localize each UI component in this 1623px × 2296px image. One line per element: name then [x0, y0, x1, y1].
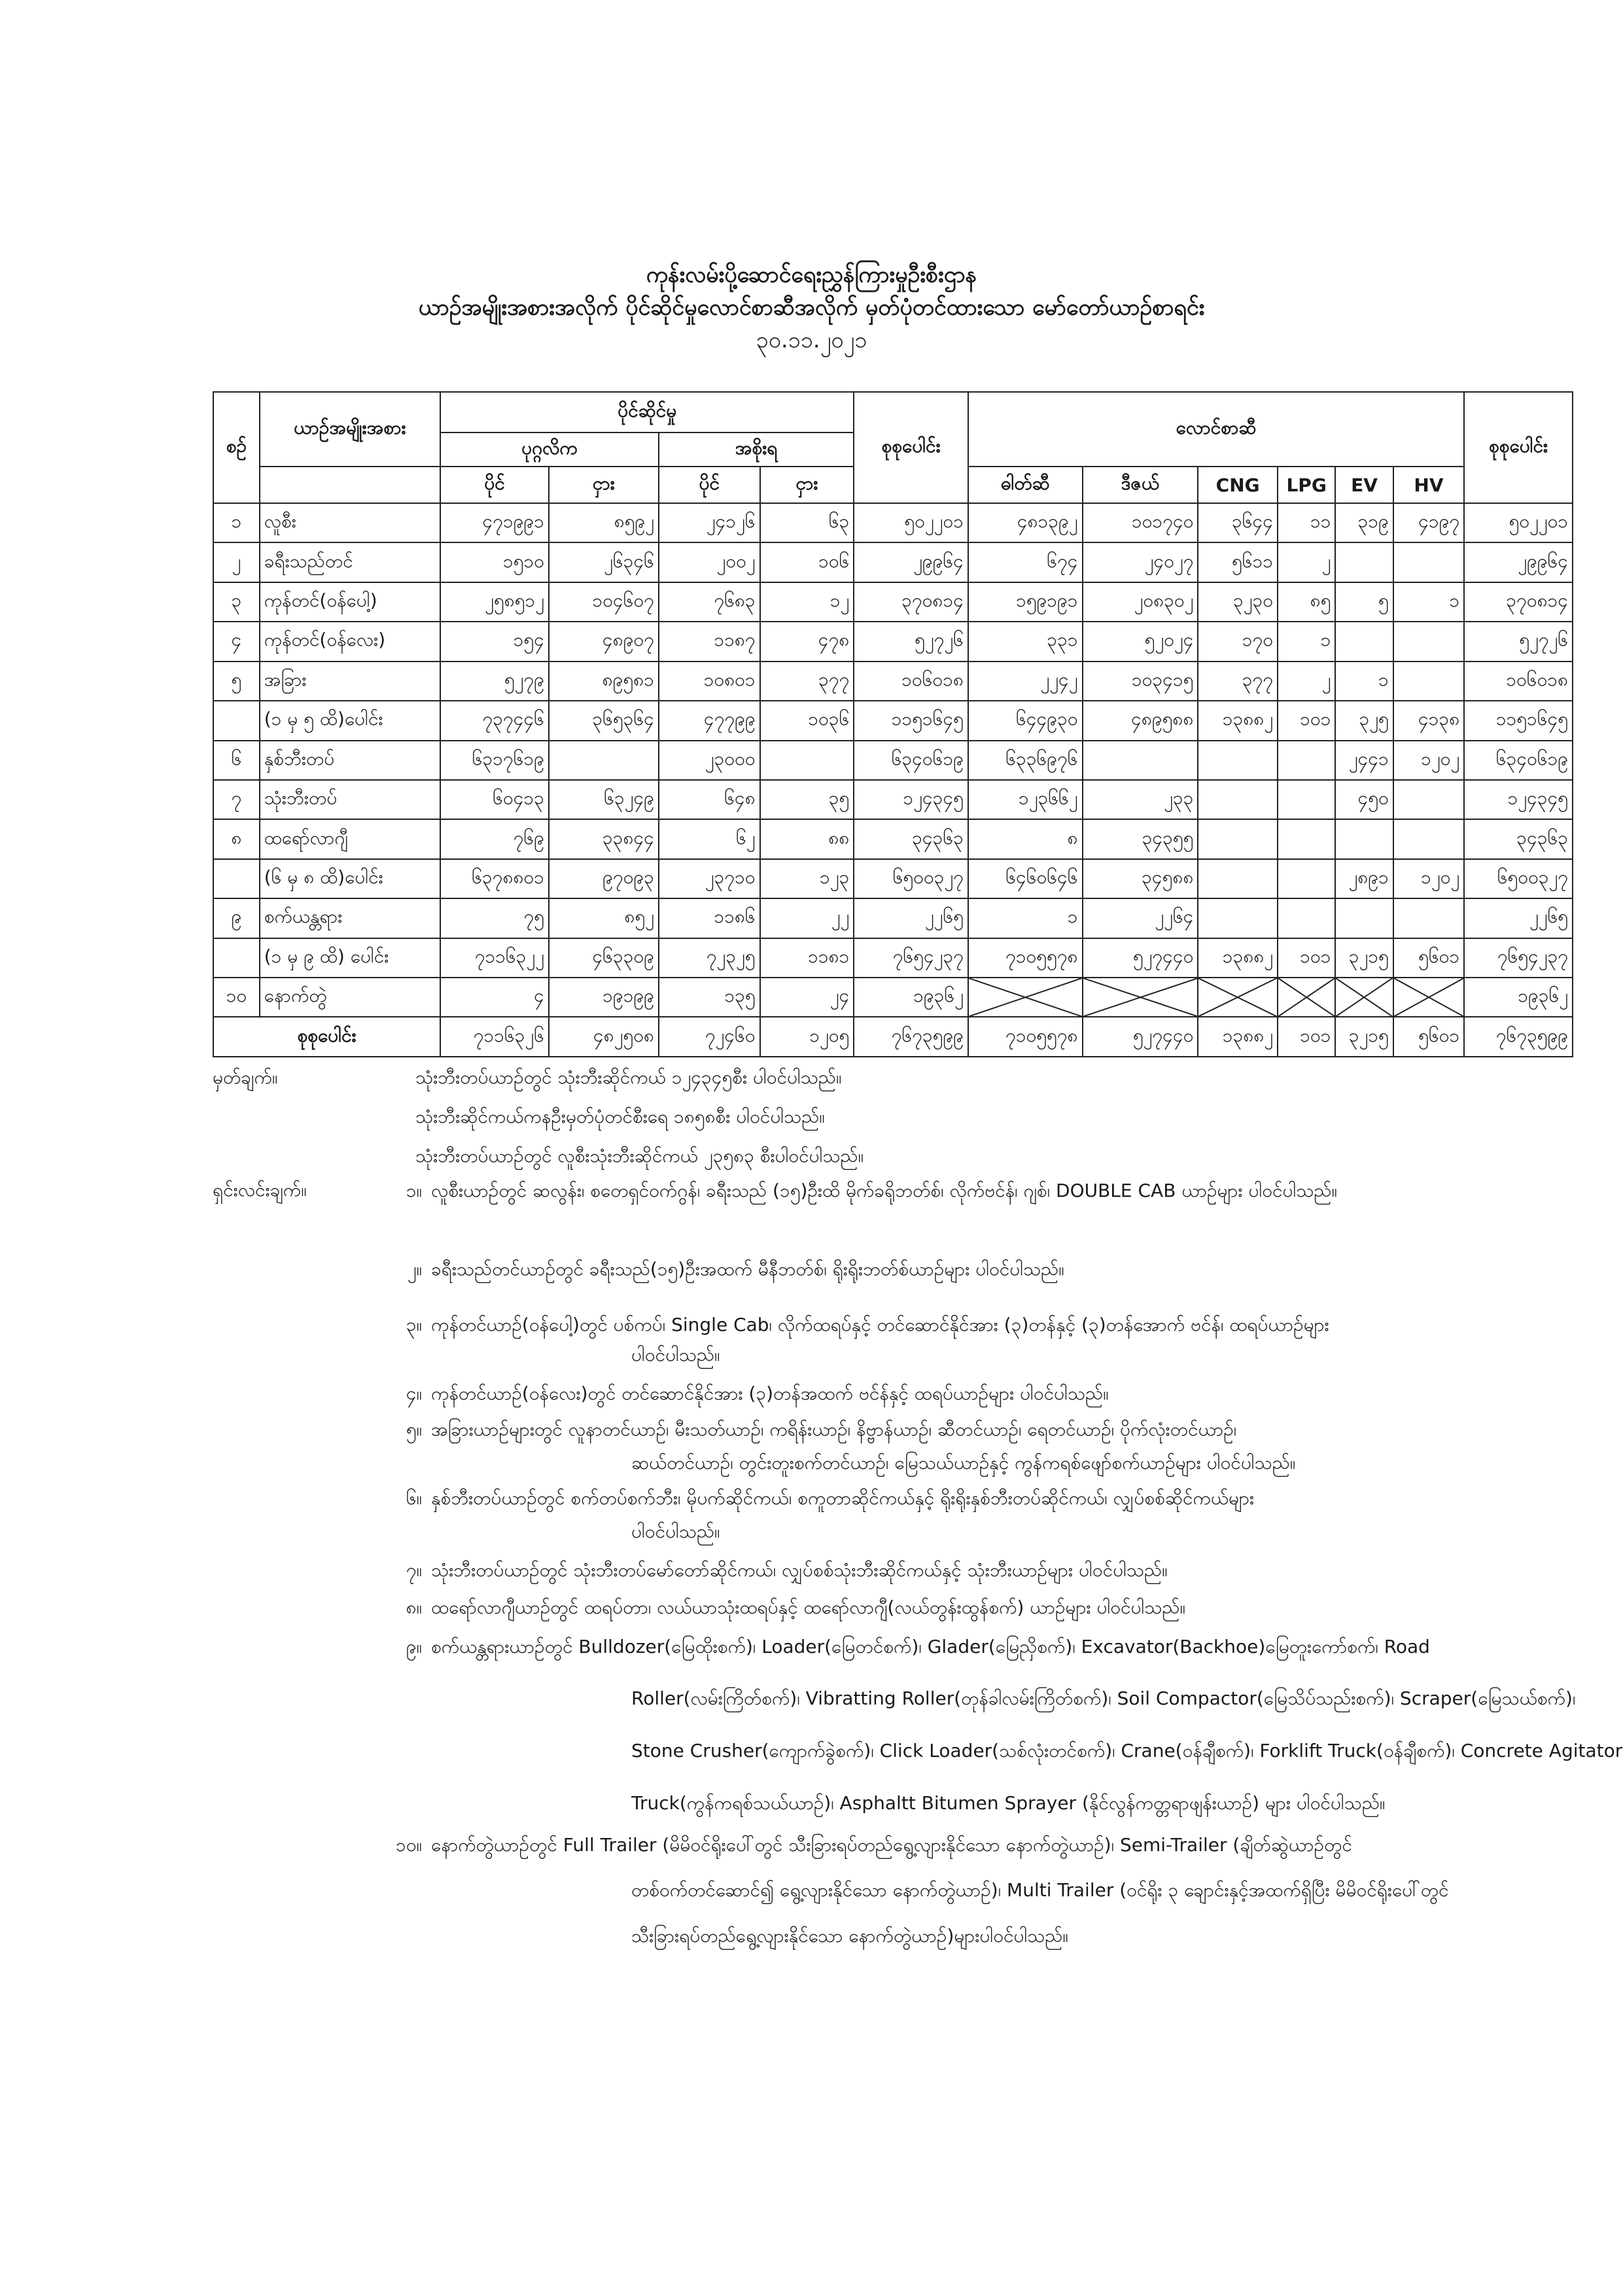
- item-continuation: ဆယ်တင်ယာဉ်၊ တွင်းတူးစက်တင်ယာဉ်၊ မြေသယ်ယာဉ်နှင့် ကွန်ကရစ်ဖျော်စက်ယာဉ်များ ပါဝင်ပါသည်။: [631, 1452, 1296, 1474]
- table-row: [213, 662, 1573, 701]
- cell: ၆၃၇၈၈၀၁: [440, 859, 549, 898]
- cell: ၅၆၁၁: [1198, 542, 1278, 582]
- row-type: စက်ယန္တရား: [260, 898, 440, 938]
- vehicle-registration-table: [213, 391, 1573, 1057]
- item-text: နှစ်ဘီးတပ်ယာဉ်တွင် စက်တပ်စက်ဘီး၊ မိုပက်ဆိုင်ကယ်၊ စကူတာဆိုင်ကယ်နှင့် ရိုးရိုးနှစ်ဘီးတပ်ဆိုင်ကယ်၊ လျှပ်စစ်ဆိုင်ကယ်များ: [431, 1487, 1255, 1509]
- row-type: ခရီးသည်တင်: [260, 542, 440, 582]
- cell: ၁၀၃၄၁၅: [1083, 662, 1198, 701]
- cell: ၅၆၀၁: [1393, 1017, 1464, 1057]
- row-serial: ၈: [213, 819, 260, 858]
- cell: ၃၇၇: [760, 662, 854, 701]
- item-continuation: ပါဝင်ပါသည်။: [631, 1344, 720, 1366]
- cell: ၆၃၂၄၉: [549, 780, 659, 819]
- cell: ၆၄၄၉၃၀: [968, 701, 1083, 740]
- cell: ၃၇၀၈၁၄: [1464, 582, 1573, 622]
- row-serial-blank: [213, 938, 260, 978]
- cell: ၁၉၁၉၉: [549, 978, 659, 1017]
- explanation-item: [376, 1557, 1567, 1583]
- cell: [549, 741, 659, 780]
- row-serial: ၉: [213, 898, 260, 938]
- cell: ၄၇၁၉၉၁: [440, 503, 549, 542]
- cell: ၁၀၄၆၀၇: [549, 582, 659, 622]
- cell: ၅၂၇၂၆: [854, 622, 968, 661]
- row-type: သုံးဘီးတပ်: [260, 780, 440, 819]
- item-continuation: Stone Crusher(ကျောက်ခွဲစက်)၊ Click Loader(သစ်လုံးတင်စက်)၊ Crane(ဝန်ချီစက်)၊ Forklift Truck(ဝန်ချီစက်)၊ Concrete Agitator: [631, 1740, 1623, 1761]
- cell: ၂၄၀၂၇: [1083, 542, 1198, 582]
- item-continuation: တစ်ဝက်တင်ဆောင်၍ ရွေ့လျားနိုင်သော နောက်တွဲယာဉ်)၊ Multi Trailer (ဝင်ရိုး ၃ ချောင်းနှင့်အထက်ရှိပြီး မိမိဝင်ရိုးပေါ်တွင်: [631, 1879, 1449, 1901]
- header-fuel: လောင်စာဆီ: [968, 392, 1464, 467]
- table-row: [213, 898, 1573, 938]
- cell: ၁၇၀: [1198, 622, 1278, 661]
- cell: [1278, 898, 1335, 938]
- header-petrol: ဓါတ်ဆီ: [968, 467, 1083, 503]
- cell: ၄၈၁၃၉၂: [968, 503, 1083, 542]
- crossed-cell: [1393, 978, 1464, 1017]
- item-text: စက်ယန္တရားယာဉ်တွင် Bulldozer(မြေထိုးစက်)၊ Loader(မြေတင်စက်)၊ Glader(မြေညှိစက်)၊ Excavator(Backhoe)မြေတူးကော်စက်၊ Road: [431, 1636, 1430, 1657]
- cell: ၂၂၆၅: [1464, 898, 1573, 938]
- header-private-hired: ငှား: [549, 467, 659, 503]
- cell: ၇၁၀၅၅၇၈: [968, 938, 1083, 978]
- cell: ၈၉၅၈၁: [549, 662, 659, 701]
- cell: ၂၃၀၀၀: [659, 741, 760, 780]
- cell: ၂၀၈၃၀၂: [1083, 582, 1198, 622]
- cell: ၃၇၇: [1198, 662, 1278, 701]
- cell: ၃၇၀၈၁၄: [854, 582, 968, 622]
- row-serial-blank: [213, 701, 260, 740]
- cell: ၁: [1393, 582, 1464, 622]
- cell: ၃၄၃၆၃: [1464, 819, 1573, 858]
- cell: ၁၃၈၈၂: [1198, 938, 1278, 978]
- item-continuation: Truck(ကွန်ကရစ်သယ်ယာဉ်)၊ Asphaltt Bitumen Sprayer (နိုင်လွန်ကတ္တရာဖျန်းယာဉ်) များ ပါဝင်ပါသည်။: [631, 1792, 1386, 1814]
- item-text: အခြားယာဉ်များတွင် လူနာတင်ယာဉ်၊ မီးသတ်ယာဉ်၊ ကရိန်းယာဉ်၊ နိဗ္ဗာန်ယာဉ်၊ ဆီတင်ယာဉ်၊ ရေတင်ယာဉ်၊ ပိုက်လုံးတင်ယာဉ်၊: [431, 1419, 1237, 1440]
- cell: ၅၂၀၂၄: [1083, 622, 1198, 661]
- cell: [1393, 898, 1464, 938]
- cell: ၈၅၂: [549, 898, 659, 938]
- cell: ၇၃၇၄၄၆: [440, 701, 549, 740]
- row-serial: ၇: [213, 780, 260, 819]
- subtotal-label: (၆ မှ ၈ ထိ)ပေါင်း: [260, 859, 440, 898]
- item-continuation: ပါဝင်ပါသည်။: [631, 1521, 720, 1542]
- department-title: ကုန်းလမ်းပို့ဆောင်ရေးညွှန်ကြားမှုဦးစီးဌာန: [646, 262, 977, 288]
- cell: ၂၄၄၁: [1335, 741, 1393, 780]
- cell: ၃၆၅၃၆၄: [549, 701, 659, 740]
- header-type-blank: [260, 467, 440, 503]
- cell: ၁၁၈၁: [760, 938, 854, 978]
- cell: ၆၃: [760, 503, 854, 542]
- cell: ၁၀၁: [1278, 938, 1335, 978]
- cell: ၁၅၄: [440, 622, 549, 661]
- explanations-heading: ရှင်းလင်းချက်။: [213, 1179, 307, 1201]
- header-government: အစိုးရ: [659, 433, 854, 467]
- cell: ၇၁၀၅၅၇၈: [968, 1017, 1083, 1057]
- row-serial: ၄: [213, 622, 260, 661]
- explanation-item: [376, 1256, 1567, 1282]
- crossed-cell: [1083, 978, 1198, 1017]
- item-number: ၅။: [406, 1419, 422, 1440]
- table-row: [213, 819, 1573, 858]
- cell: ၄၈၉၀၇: [549, 622, 659, 661]
- cell: ၆၃၄၀၆၁၉: [1464, 741, 1573, 780]
- cell: ၃၂၁၅: [1335, 938, 1393, 978]
- notes-heading: မှတ်ချက်။: [213, 1067, 278, 1088]
- cell: [1393, 622, 1464, 661]
- item-number: ၈။: [406, 1597, 422, 1618]
- note-line: သုံးဘီးတပ်ယာဉ်တွင် သုံးဘီးဆိုင်ကယ် ၁၂၄၃၄၅စီး ပါဝင်ပါသည်။: [415, 1067, 842, 1088]
- cell: ၃၂၅: [1335, 701, 1393, 740]
- row-type: အခြား: [260, 662, 440, 701]
- cell: ၂၆၃၄၆: [549, 542, 659, 582]
- cell: ၉၇၀၉၃: [549, 859, 659, 898]
- row-type: ထရော်လာဂျီ: [260, 819, 440, 858]
- explanation-item: [376, 1312, 1567, 1338]
- cell: ၇၂၃၂၅: [659, 938, 760, 978]
- row-type: လူစီး: [260, 503, 440, 542]
- item-text: နောက်တွဲယာဉ်တွင် Full Trailer (မိမိဝင်ရိုးပေါ်တွင် သီးခြားရပ်တည်ရွေ့လျားနိုင်သော နောက်တွဲယာဉ်)၊ Semi-Trailer (ချိတ်ဆွဲယာဉ်တွင်: [431, 1834, 1352, 1856]
- document-header: [0, 258, 1623, 357]
- item-number: ၁၀။: [396, 1834, 422, 1856]
- row-serial: ၃: [213, 582, 260, 622]
- cell: ၂၂၆၄: [1083, 898, 1198, 938]
- table-row: [213, 978, 1573, 1017]
- cell: ၁၀၈၀၁: [659, 662, 760, 701]
- cell: ၆၃၄၀၆၁၉: [854, 741, 968, 780]
- row-serial-blank: [213, 859, 260, 898]
- cell: ၃၂၁၅: [1335, 1017, 1393, 1057]
- cell: ၇၂၄၆၀: [659, 1017, 760, 1057]
- cell: [1198, 819, 1278, 858]
- cell: [1198, 898, 1278, 938]
- cell: ၆၄၈: [659, 780, 760, 819]
- cell: ၂၉၉၆၄: [1464, 542, 1573, 582]
- cell: ၃၆၄၄: [1198, 503, 1278, 542]
- note-line: သုံးဘီးဆိုင်ကယ်ကနဦးမှတ်ပုံတင်စီးရေ ၁၈၅၈စီး ပါဝင်ပါသည်။: [415, 1106, 825, 1127]
- subtotal-row: [213, 938, 1573, 978]
- explanation-item: [376, 1417, 1567, 1443]
- cell: ၁၁၅၁၆၄၅: [854, 701, 968, 740]
- cell: [1198, 780, 1278, 819]
- table-row: [213, 582, 1573, 622]
- cell: ၇၆၇၃၅၉၉: [854, 1017, 968, 1057]
- cell: ၁၂၀၂: [1393, 741, 1464, 780]
- cell: ၅၆၀၁: [1393, 938, 1464, 978]
- cell: ၁၀၁၇၄၀: [1083, 503, 1198, 542]
- cell: ၄၈၉၅၈၈: [1083, 701, 1198, 740]
- cell: ၆၃၁၇၆၁၉: [440, 741, 549, 780]
- crossed-cell: [1335, 978, 1393, 1017]
- item-number: ၃။: [406, 1314, 422, 1335]
- cell: ၆၃၃၆၉၇၆: [968, 741, 1083, 780]
- cell: ၁: [1335, 662, 1393, 701]
- report-date: ၃၀.၁၁.၂၀၂၁: [756, 327, 867, 353]
- cell: ၃၅: [760, 780, 854, 819]
- cell: ၈: [968, 819, 1083, 858]
- item-number: ၄။: [406, 1383, 422, 1404]
- cell: ၇၅: [440, 898, 549, 938]
- subtotal-label: (၁ မှ ၉ ထိ) ပေါင်း: [260, 938, 440, 978]
- cell: ၇၆၅၄၂၃၇: [854, 938, 968, 978]
- table-row: [213, 542, 1573, 582]
- cell: ၁၂၀၂: [1393, 859, 1464, 898]
- cell: ၂: [1278, 542, 1335, 582]
- cell: ၄၁၉၇: [1393, 503, 1464, 542]
- crossed-cell: [1278, 978, 1335, 1017]
- header-lpg: LPG: [1278, 467, 1335, 503]
- header-cng: CNG: [1198, 467, 1278, 503]
- cell: ၁၁: [1278, 503, 1335, 542]
- cell: ၇၁၁၆၃၂၆: [440, 1017, 549, 1057]
- item-text: ကုန်တင်ယာဉ်(ဝန်လေး)တွင် တင်ဆောင်နိုင်အား (၃)တန်အထက် ဗင်န်နှင့် ထရပ်ယာဉ်များ ပါဝင်ပါသည်။: [431, 1383, 1109, 1404]
- table-row: [213, 622, 1573, 661]
- item-number: ၇။: [406, 1559, 422, 1581]
- cell: [1278, 741, 1335, 780]
- subtotal-label: (၁ မှ ၅ ထိ)ပေါင်း: [260, 701, 440, 740]
- cell: [1393, 780, 1464, 819]
- cell: ၁၂၄၃၄၅: [854, 780, 968, 819]
- cell: ၆၀၄၁၃: [440, 780, 549, 819]
- subtotal-row: [213, 701, 1573, 740]
- grand-total-row: [213, 1017, 1573, 1057]
- explanation-item: [376, 1178, 1567, 1204]
- cell: ၄၇၈: [760, 622, 854, 661]
- item-number: ၆။: [406, 1487, 422, 1509]
- cell: [1335, 898, 1393, 938]
- cell: ၄၈၂၅၀၈: [549, 1017, 659, 1057]
- cell: ၇၆၅၄၂၃၇: [1464, 938, 1573, 978]
- cell: [1335, 622, 1393, 661]
- cell: ၂၄: [760, 978, 854, 1017]
- cell: ၈၅: [1278, 582, 1335, 622]
- cell: ၂၄၁၂၆: [659, 503, 760, 542]
- cell: ၁၃၅: [659, 978, 760, 1017]
- cell: ၁၅၉၁၉၁: [968, 582, 1083, 622]
- header-private: ပုဂ္ဂလိက: [440, 433, 659, 467]
- row-serial: ၁: [213, 503, 260, 542]
- explanation-item: [376, 1381, 1567, 1407]
- cell: [1278, 859, 1335, 898]
- cell: ၄၅၀: [1335, 780, 1393, 819]
- cell: ၁၃၈၈၂: [1198, 1017, 1278, 1057]
- cell: ၁၂၀၅: [760, 1017, 854, 1057]
- cell: ၂: [1278, 662, 1335, 701]
- cell: [760, 741, 854, 780]
- crossed-cell: [1198, 978, 1278, 1017]
- cell: ၁: [968, 898, 1083, 938]
- cell: ၁၁၅၁၆၄၅: [1464, 701, 1573, 740]
- cell: ၇၁၁၆၃၂၂: [440, 938, 549, 978]
- cell: ၁၂၃၆၆၂: [968, 780, 1083, 819]
- cell: ၈၈: [760, 819, 854, 858]
- cell: ၂၃၃: [1083, 780, 1198, 819]
- row-type: နှစ်ဘီးတပ်: [260, 741, 440, 780]
- cell: ၁၉၃၆၂: [854, 978, 968, 1017]
- cell: [1198, 741, 1278, 780]
- cell: ၁၁၈၆: [659, 898, 760, 938]
- cell: ၅၂၇၄၄၀: [1083, 938, 1198, 978]
- crossed-cell: [968, 978, 1083, 1017]
- cell: [1393, 542, 1464, 582]
- cell: [1083, 741, 1198, 780]
- cell: ၃၃၈၄၄: [549, 819, 659, 858]
- cell: ၁၂၃: [760, 859, 854, 898]
- item-text: ကုန်တင်ယာဉ်(ဝန်ပေါ့)တွင် ပစ်ကပ်၊ Single Cab၊ လိုက်ထရပ်နှင့် တင်ဆောင်နိုင်အား (၃)တန်နှင့် (၃)တန်အောက် ဗင်န်၊ ထရပ်ယာဉ်များ: [431, 1314, 1329, 1335]
- cell: ၂၈၉၁: [1335, 859, 1393, 898]
- header-ev: EV: [1335, 467, 1393, 503]
- grand-total-label: စုစုပေါင်း: [213, 1017, 440, 1057]
- cell: [1335, 542, 1393, 582]
- header-serial-no: စဉ်: [213, 392, 260, 503]
- cell: ၂၂၆၅: [854, 898, 968, 938]
- explanation-item: [376, 1634, 1567, 1660]
- table-row: [213, 780, 1573, 819]
- cell: ၆၅၀၀၃၂၇: [1464, 859, 1573, 898]
- cell: ၁၅၁၀: [440, 542, 549, 582]
- cell: ၁၂: [760, 582, 854, 622]
- item-text: လူစီးယာဉ်တွင် ဆလွန်း၊ စတေရှင်ဝက်ဂွန်၊ ခရီးသည် (၁၅)ဦးထိ မိုက်ခရိုဘတ်စ်၊ လိုက်ဗင်န်၊ ဂျစ်၊ DOUBLE CAB ယာဉ်များ ပါဝင်ပါသည်။: [431, 1180, 1337, 1201]
- header-hv: HV: [1393, 467, 1464, 503]
- cell: [1278, 780, 1335, 819]
- cell: ၂၂၄၂: [968, 662, 1083, 701]
- cell: ၃၃၁: [968, 622, 1083, 661]
- cell: ၈၅၉၂: [549, 503, 659, 542]
- cell: ၆၅၀၀၃၂၇: [854, 859, 968, 898]
- row-serial: ၆: [213, 741, 260, 780]
- row-serial: ၁၀: [213, 978, 260, 1017]
- cell: ၃၂၃၀: [1198, 582, 1278, 622]
- cell: ၅၀၂၂၀၁: [854, 503, 968, 542]
- cell: ၃၄၃၆၃: [854, 819, 968, 858]
- cell: ၆၇၄: [968, 542, 1083, 582]
- cell: ၄၆၃၃၀၉: [549, 938, 659, 978]
- cell: ၇၆၈၃: [659, 582, 760, 622]
- row-type: ကုန်တင်(ဝန်ပေါ့): [260, 582, 440, 622]
- item-text: သုံးဘီးတပ်ယာဉ်တွင် သုံးဘီးတပ်မော်တော်ဆိုင်ကယ်၊ လျှပ်စစ်သုံးဘီးဆိုင်ကယ်နှင့် သုံးဘီးယာဉ်များ ပါဝင်ပါသည်။: [431, 1559, 1168, 1581]
- explanation-item: [376, 1595, 1567, 1621]
- item-number: ၉။: [406, 1636, 422, 1657]
- cell: ၂၅၈၅၁၂: [440, 582, 549, 622]
- row-type: နောက်တွဲ: [260, 978, 440, 1017]
- item-continuation: သီးခြားရပ်တည်ရွေ့လျားနိုင်သော နောက်တွဲယာဉ်)များပါဝင်ပါသည်။: [631, 1925, 1068, 1947]
- cell: ၆၄၆၀၆၄၆: [968, 859, 1083, 898]
- cell: ၅၂၇၉: [440, 662, 549, 701]
- item-continuation: Roller(လမ်းကြိတ်စက်)၊ Vibratting Roller(တုန်ခါလမ်းကြိတ်စက်)၊ Soil Compactor(မြေသိပ်သည်းစက်)၊ Scraper(မြေသယ်စက်)၊: [631, 1687, 1576, 1709]
- header-ownership: ပိုင်ဆိုင်မှု: [440, 392, 854, 433]
- header-diesel: ဒီဇယ်: [1083, 467, 1198, 503]
- cell: ၁၁၈၇: [659, 622, 760, 661]
- cell: [1198, 859, 1278, 898]
- cell: ၄: [440, 978, 549, 1017]
- row-serial: ၂: [213, 542, 260, 582]
- cell: ၂၂: [760, 898, 854, 938]
- item-number: ၂။: [407, 1258, 422, 1280]
- cell: ၃၄၃၅၅: [1083, 819, 1198, 858]
- cell: ၄၁၃၈: [1393, 701, 1464, 740]
- row-type: ကုန်တင်(ဝန်လေး): [260, 622, 440, 661]
- subtotal-row: [213, 859, 1573, 898]
- cell: ၁၃၈၈၂: [1198, 701, 1278, 740]
- cell: ၁၀၆၀၁၈: [854, 662, 968, 701]
- header-grand-total: စုစုပေါင်း: [1464, 392, 1573, 503]
- item-text: ထရော်လာဂျီယာဉ်တွင် ထရပ်တာ၊ လယ်ယာသုံးထရပ်နှင့် ထရော်လာဂျီ(လယ်တွန်းထွန်စက်) ယာဉ်များ ပါဝင်ပါသည်။: [431, 1597, 1185, 1618]
- header-gov-owned: ပိုင်: [659, 467, 760, 503]
- explanation-item: [376, 1832, 1567, 1858]
- cell: ၅၂၇၂၆: [1464, 622, 1573, 661]
- cell: ၃၄၅၈၈: [1083, 859, 1198, 898]
- cell: ၁: [1278, 622, 1335, 661]
- table-row: [213, 503, 1573, 542]
- report-title: ယာဉ်အမျိုးအစားအလိုက် ပိုင်ဆိုင်မှုလောင်စာဆီအလိုက် မှတ်ပုံတင်ထားသော မော်တော်ယာဉ်စာရင်း: [418, 294, 1205, 321]
- cell: ၁၀၃၆: [760, 701, 854, 740]
- header-gov-hired: ငှား: [760, 467, 854, 503]
- cell: ၇၆၉: [440, 819, 549, 858]
- cell: ၁၀၁: [1278, 1017, 1335, 1057]
- cell: ၁၀၆: [760, 542, 854, 582]
- cell: ၅၀၂၂၀၁: [1464, 503, 1573, 542]
- cell: ၁၀၆၀၁၈: [1464, 662, 1573, 701]
- cell: ၂၀၀၂: [659, 542, 760, 582]
- header-total: စုစုပေါင်း: [854, 392, 968, 503]
- cell: ၆၂: [659, 819, 760, 858]
- row-serial: ၅: [213, 662, 260, 701]
- cell: [1278, 819, 1335, 858]
- table-row: [213, 741, 1573, 780]
- cell: ၅၂၇၄၄၀: [1083, 1017, 1198, 1057]
- item-text: ခရီးသည်တင်ယာဉ်တွင် ခရီးသည်(၁၅)ဦးအထက် မီနီဘတ်စ်၊ ရိုးရိုးဘတ်စ်ယာဉ်များ ပါဝင်ပါသည်။: [431, 1258, 1064, 1280]
- cell: ၁၂၄၃၄၅: [1464, 780, 1573, 819]
- cell: ၁၀၁: [1278, 701, 1335, 740]
- cell: [1335, 819, 1393, 858]
- cell: ၄၇၇၉၉: [659, 701, 760, 740]
- explanation-item: [376, 1485, 1567, 1511]
- cell: ၂၃၇၁၀: [659, 859, 760, 898]
- cell: ၃၁၉: [1335, 503, 1393, 542]
- cell: ၅: [1335, 582, 1393, 622]
- header-private-owned: ပိုင်: [440, 467, 549, 503]
- cell: ၁၉၃၆၂: [1464, 978, 1573, 1017]
- cell: [1393, 819, 1464, 858]
- note-line: သုံးဘီးတပ်ယာဉ်တွင် လူစီးသုံးဘီးဆိုင်ကယ် ၂၃၅၈၃ စီးပါဝင်ပါသည်။: [415, 1145, 864, 1167]
- cell: [1393, 662, 1464, 701]
- header-vehicle-type: ယာဉ်အမျိုးအစား: [260, 392, 440, 467]
- item-number: ၁။: [406, 1180, 422, 1201]
- cell: ၂၉၉၆၄: [854, 542, 968, 582]
- cell: ၇၆၇၃၅၉၉: [1464, 1017, 1573, 1057]
